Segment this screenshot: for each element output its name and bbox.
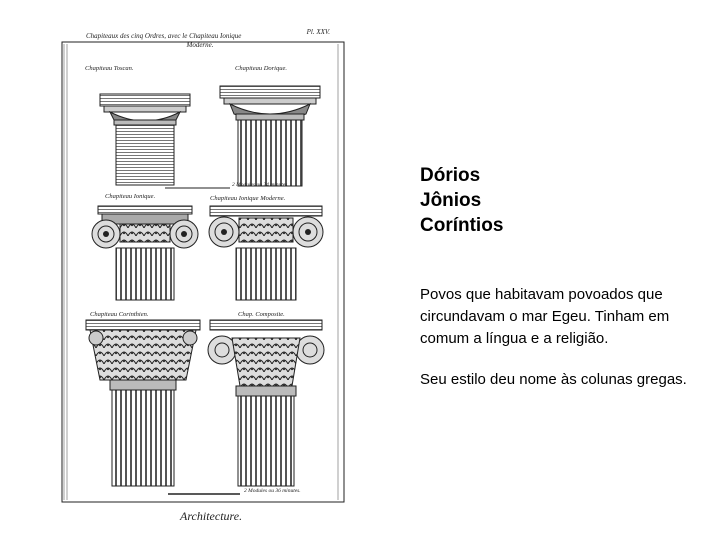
label-toscan: Chapiteau Toscan. [85, 65, 134, 72]
description-paragraph: Povos que habitavam povoados que circundavam o mar Egeu. Tinham em comum a língua e a religião. [420, 286, 670, 347]
label-dorique: Chapiteau Dorique. [235, 65, 287, 72]
plate-number: Pl. XXV. [306, 28, 330, 36]
slide-text-content [420, 163, 720, 391]
tuscan-capital [100, 94, 190, 185]
label-ionique-moderne: Chapiteau Ionique Moderne. [210, 195, 286, 202]
peoples-list [420, 163, 720, 238]
label-ionique: Chapiteau Ionique. [105, 193, 156, 200]
corinthian-capital [86, 320, 200, 486]
plate-footer: Architecture. [180, 509, 243, 523]
scale-bottom-label: 2 Modules ou 36 minutes. [244, 488, 301, 494]
plate-subheader: Moderne. [186, 41, 214, 49]
plate-header: Chapiteaux des cinq Ordres, avec le Chapiteau Ionique [86, 32, 242, 40]
column-capitals-illustration [40, 20, 360, 530]
architecture-engraving-plate [40, 20, 360, 530]
scale-top-label: 2 Modules ou 24 minutes. [232, 182, 289, 188]
people-corintios: Coríntios [420, 215, 504, 236]
label-composite: Chap. Composite. [238, 311, 285, 318]
people-jonios: Jônios [420, 190, 482, 211]
label-corinthien: Chapiteau Corinthien. [90, 311, 149, 318]
composite-capital [208, 320, 324, 486]
people-dorios: Dórios [420, 165, 481, 186]
style-note-paragraph: Seu estilo deu nome às colunas gregas. [420, 371, 687, 388]
ionic-capital [92, 206, 198, 300]
doric-capital [220, 86, 320, 186]
ionic-modern-capital [209, 206, 323, 300]
